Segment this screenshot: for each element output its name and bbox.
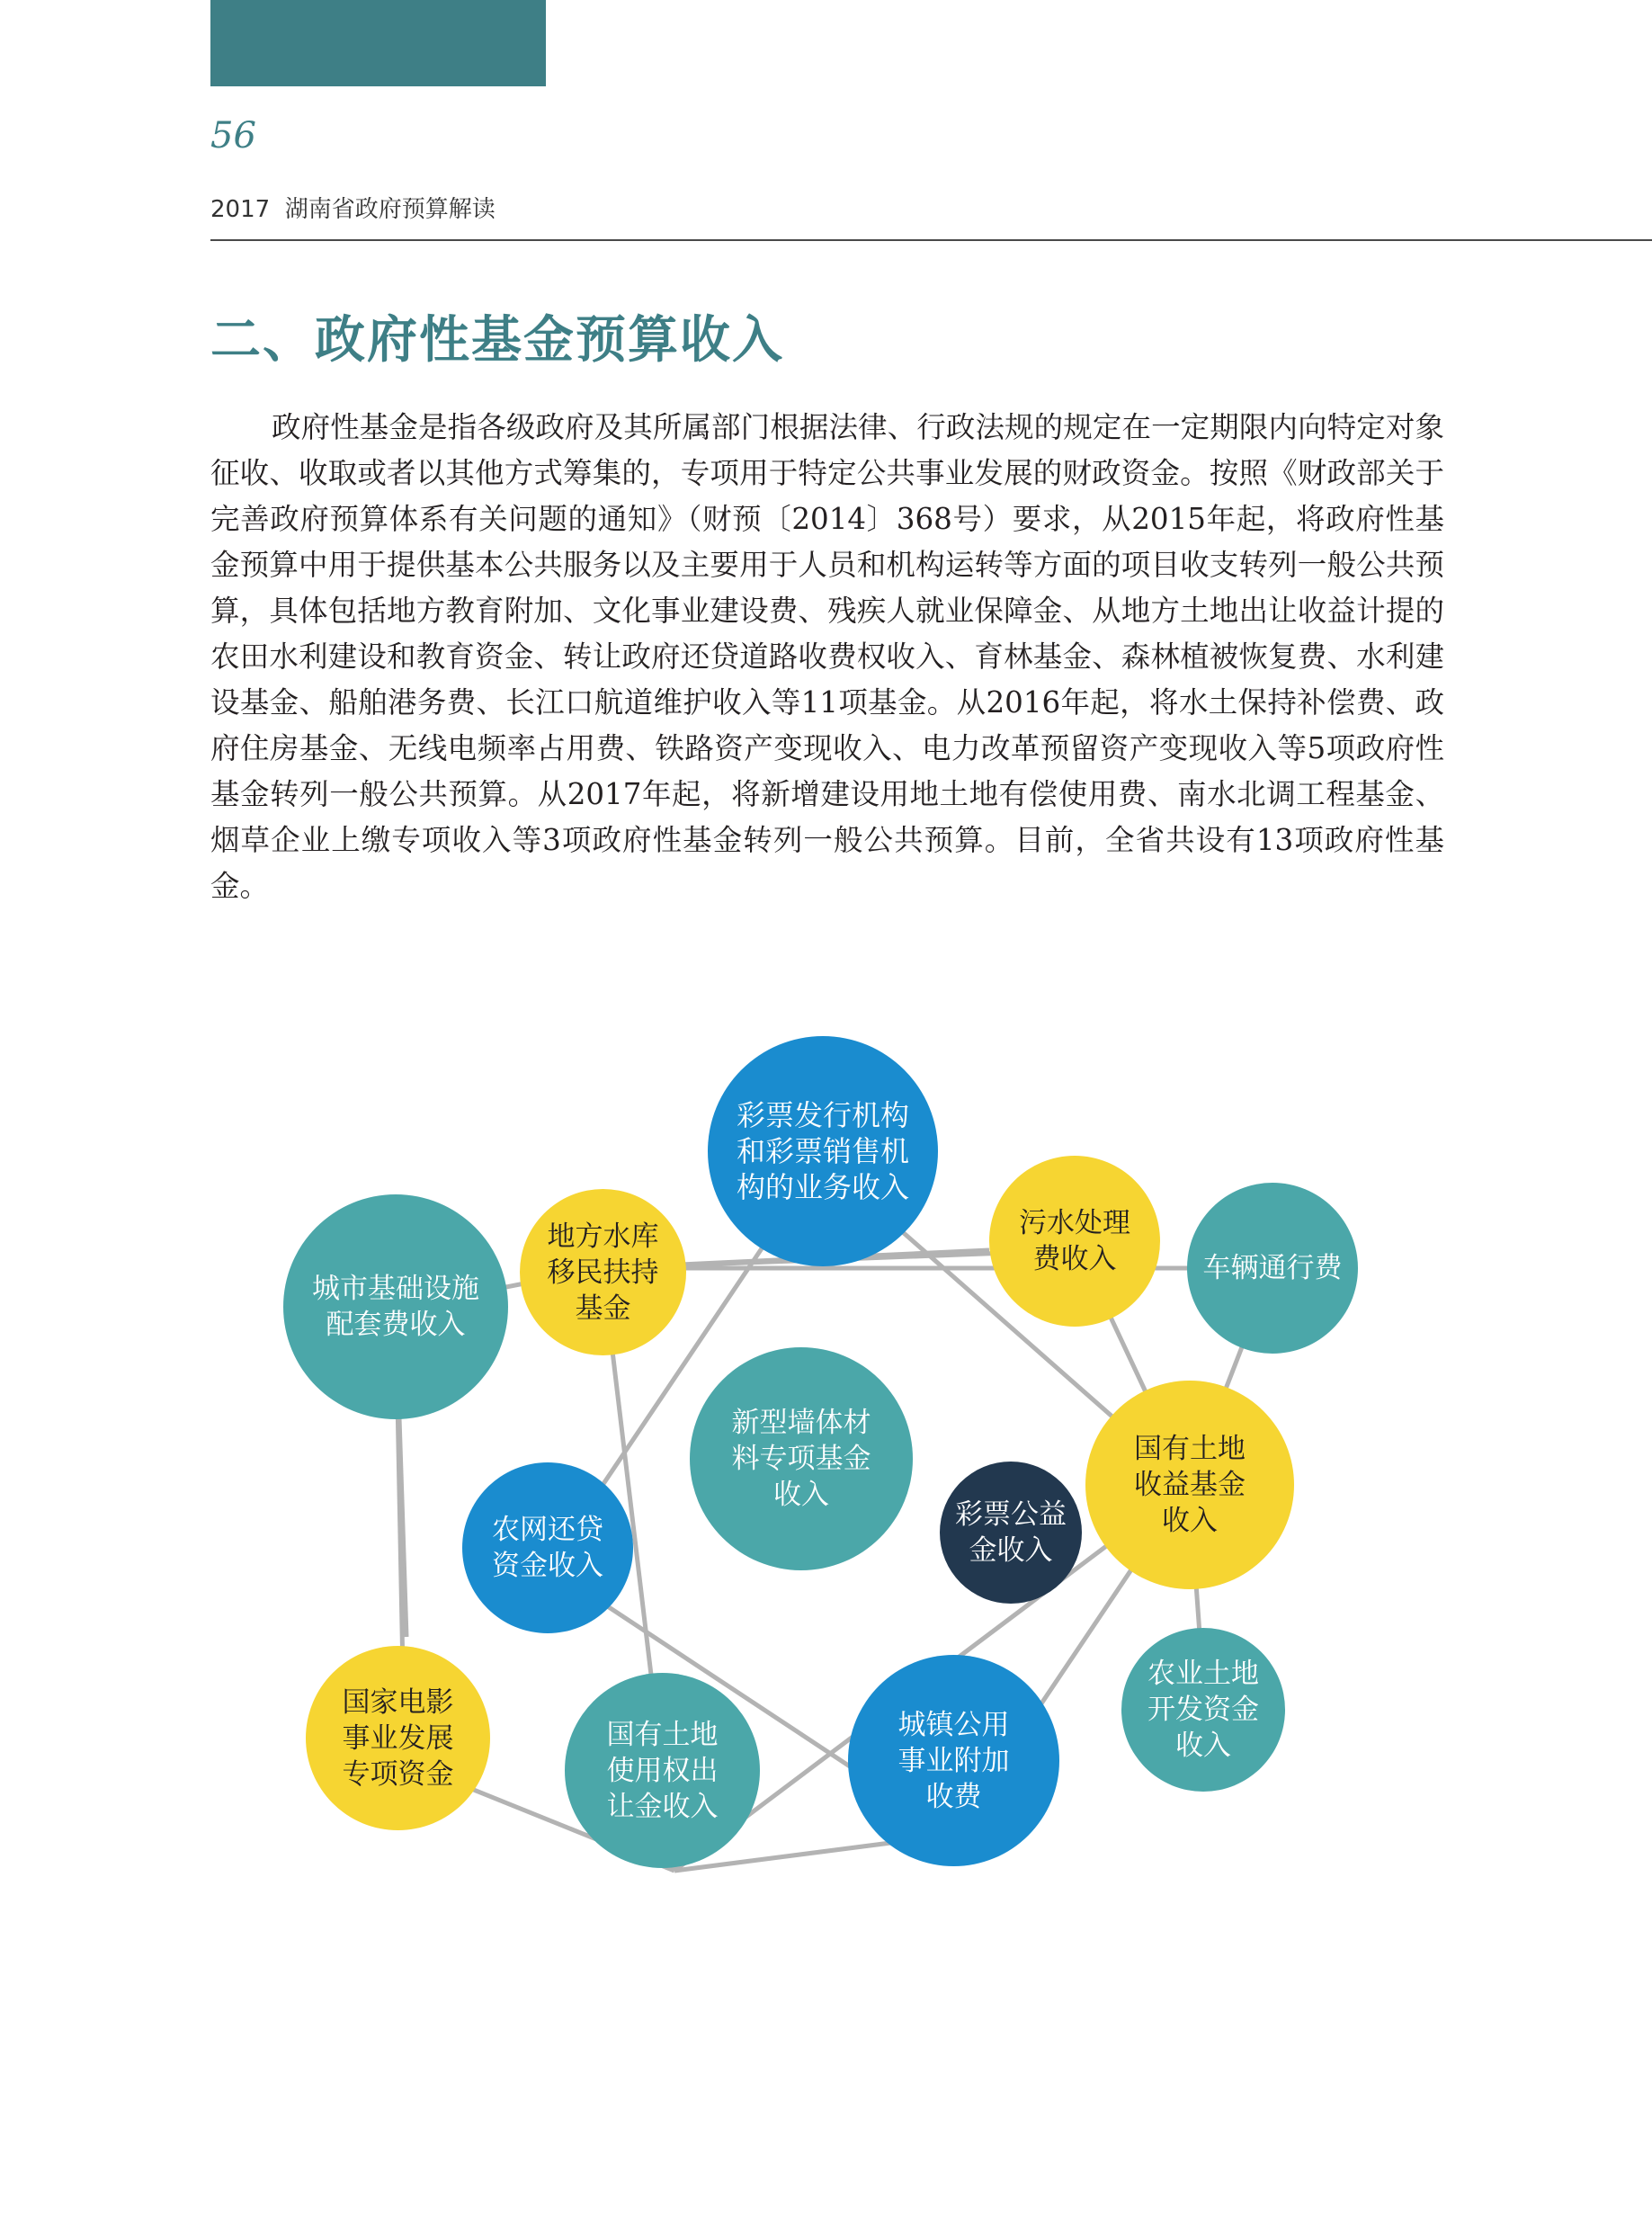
node-lottery-agency-revenue: 彩票发行机构和彩票销售机构的业务收入: [708, 1036, 938, 1266]
node-state-land-revenue-fund: 国有土地收益基金收入: [1085, 1381, 1294, 1589]
node-urban-utility-surcharge: 城镇公用事业附加收费: [848, 1655, 1059, 1866]
node-sewage-treatment-fee: 污水处理费收入: [989, 1156, 1160, 1327]
running-header: 2017 湖南省政府预算解读: [210, 196, 496, 223]
node-new-wall-material-fund: 新型墙体材料专项基金收入: [690, 1347, 913, 1570]
top-color-band: [210, 0, 546, 86]
node-vehicle-toll: 车辆通行费: [1187, 1183, 1358, 1354]
node-rural-grid-loan-fund: 农网还贷资金收入: [462, 1462, 633, 1633]
page-number: 56: [210, 115, 256, 156]
node-national-film-fund: 国家电影事业发展专项资金: [306, 1646, 490, 1830]
node-urban-infrastructure-fee: 城市基础设施配套费收入: [283, 1194, 508, 1419]
fund-network-diagram: [0, 989, 1652, 1934]
node-state-land-transfer-revenue: 国有土地使用权出让金收入: [565, 1673, 760, 1868]
node-lottery-welfare-fund: 彩票公益金收入: [940, 1462, 1082, 1604]
body-paragraph: 政府性基金是指各级政府及其所属部门根据法律、行政法规的规定在一定期限内向特定对象征收、收取或者以其他方式筹集的，专项用于特定公共事业发展的财政资金。按照《财政部关于完善政府预算体系有关问题的通知》（财预〔2014〕368号）要求，从2015年起，将政府性基金预算中用于提供基本公共服务以及主要用于人员和机构运转等方面的项目收支转列一般公共预算，具体包括地方教育附加、文化事业建设费、残疾人就业保障金、从地方土地出让收益计提的农田水利建设和教育资金、转让政府还贷道路收费权收入、育林基金、森林植被恢复费、水利建设基金、船舶港务费、长江口航道维护收入等11项基金。从2016年起，将水土保持补偿费、政府住房基金、无线电频率占用费、铁路资产变现收入、电力改革预留资产变现收入等5项政府性基金转列一般公共预算。从2017年起，将新增建设用地土地有偿使用费、南水北调工程基金、烟草企业上缴专项收入等3项政府性基金转列一般公共预算。目前，全省共设有13项政府性基金。: [210, 410, 1444, 903]
node-reservoir-migrant-fund: 地方水库移民扶持基金: [520, 1189, 686, 1355]
node-agri-land-development-fund: 农业土地开发资金收入: [1121, 1628, 1285, 1792]
section-title: 二、政府性基金预算收入: [210, 311, 784, 370]
header-rule: [210, 239, 1652, 241]
